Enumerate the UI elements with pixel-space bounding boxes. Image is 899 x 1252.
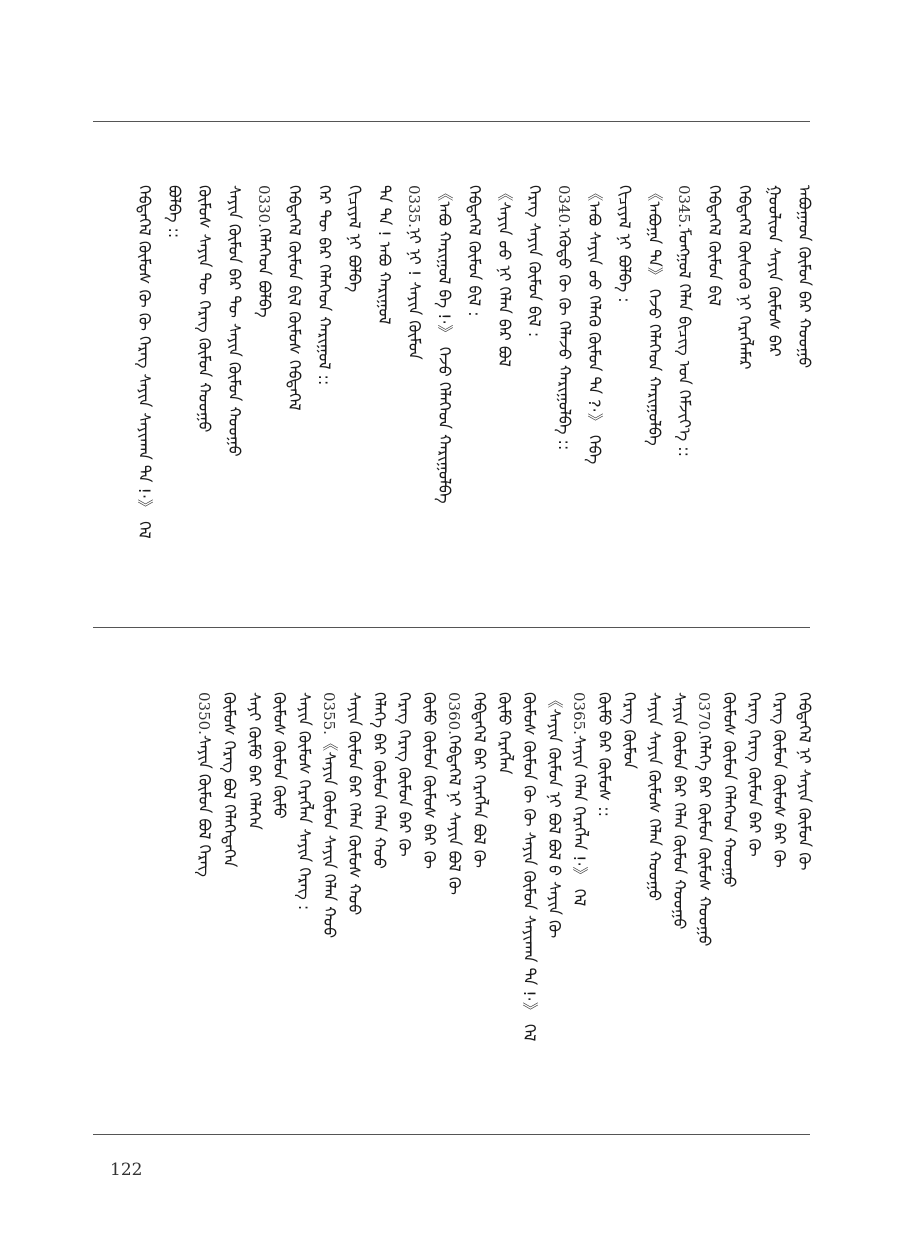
verse-text: ᠬᠡᠪᠲᠡᠭᠡᠯ ᠬᠦᠮᠦᠨ ᠪᠢᠯ ᠬᠦᠮᠦᠰ ᠬᠡᠪᠲᠡᠭᠡᠯ (285, 185, 304, 411)
verse-text: ᠠᠪᠤᠭᠠᠳ ᠬᠦᠮᠦᠨ ᠪᠡᠷ ᠬᠤᠤᠭᠤ (795, 185, 814, 369)
verse-line (665, 692, 693, 929)
verse-text: ᠬᠦᠮᠦᠰ ᠬᠦᠮᠦᠨ ᠬᠦᠮᠦ (270, 692, 289, 819)
verse-line (220, 185, 248, 457)
verse-line (490, 185, 518, 367)
verse-text: ᠬᠡᠪᠲᠡᠭᠡᠯ ᠬᠦᠰᠦᠬᠦ ᠨᠢ ᠬᠡᠷᠡᠭᠯᠡᠮᠡᠷ (735, 185, 754, 370)
verse-line (340, 692, 368, 915)
verse-line (215, 692, 243, 867)
verse-text: ᠪᠣᠯᠪᠠ :: (165, 185, 184, 239)
verse-text: ᠮᠣᠩᠭᠣᠯ ᠬᠡᠯᠡᠨ ᠪᠢᠴᠢᠭ ᠤᠨ ᠬᠡᠮᠵᠢᠶ᠎ᠡ :: (675, 227, 694, 458)
verse-line (565, 692, 593, 906)
line-number: 0355. (320, 692, 338, 735)
verse-text: ᠬᠦᠮᠦ ᠪᠡᠷ ᠬᠦᠮᠦᠰ :: (595, 692, 614, 817)
verse-text: ᠡᠭᠦᠳᠦ ᠬᠦ ᠬᠦ ᠬᠡᠯᠡᠵᠦ ᠬᠠᠷᠢᠭᠤᠯᠪᠠ :: (555, 227, 574, 451)
verse-text: ᠰᠠᠶᠢᠨ ᠬᠦᠮᠦᠨ ᠪᠡᠷ ᠬᠡᠯᠡᠨ ᠬᠦᠮᠦᠨ ᠬᠤᠤᠭᠤ (670, 692, 689, 930)
verse-line (590, 692, 618, 817)
verse-line (240, 692, 268, 830)
verse-line (730, 185, 758, 370)
verse-line (520, 185, 548, 337)
verse-line (130, 185, 158, 539)
line-number: 0335. (405, 185, 423, 228)
verse-line (790, 692, 818, 870)
verse-text: ᠬᠢᠴᠢᠶᠡᠯ ᠨᠢ ᠪᠣᠯᠪᠠ (345, 185, 364, 293)
verse-text: ᠬᠦᠮᠦ ᠬᠦᠮᠦᠨ ᠬᠦᠮᠦᠰ ᠪᠡᠷ ᠬᠦ (420, 692, 439, 869)
verse-line (640, 692, 668, 901)
verse-text: ᠨᠢ ᠨᠢ ! ᠰᠠᠶᠢᠨ ᠬᠦᠮᠦᠨ (405, 227, 424, 360)
verse-text: ᠭᠤᠤᠯᠢᠳ ᠰᠠᠶᠢᠨ ᠬᠦᠮᠦᠰ ᠪᠡᠷ (765, 185, 784, 357)
verse-text: ᠬᠢᠴᠢᠶᠡᠯ ᠨᠢ ᠪᠣᠯᠪᠠ : (615, 185, 634, 303)
verse-text: ᠬᠦᠮᠦ ᠬᠡᠷᠡᠭᠯᠡᠨ (495, 692, 514, 775)
verse-line (370, 185, 398, 325)
line-number: 0350. (195, 692, 213, 735)
verse-line (190, 185, 218, 432)
verse-line (615, 692, 643, 769)
verse-text: ᠬᠦᠮᠦᠰ ᠬᠦᠮᠦᠨ ᠬᠡᠯᠡᠭᠡᠳ ᠬᠤᠤᠭᠤ (720, 692, 739, 888)
verse-line (290, 692, 318, 910)
middle-rule (93, 627, 810, 628)
verse-line (580, 185, 608, 464)
verse-text: ᠬᠡᠷᠡᠭ ᠬᠡᠷᠡᠭ ᠬᠦᠮᠦᠨ ᠪᠡᠷ ᠬᠦ (395, 692, 414, 857)
verse-line (280, 185, 308, 411)
verse-text: ᠭᠡᠷ ᠲᠦ ᠪᠡᠷ ᠬᠡᠯᠡᠭᠡᠳ ᠬᠠᠷᠢᠭᠤᠯ :: (315, 185, 334, 386)
verse-text: ᠰᠠᠶᠢᠨ ᠬᠦᠮᠦᠰ ᠬᠡᠷᠡᠭᠯᠡᠨ ᠰᠠᠶᠢᠨ ᠬᠡᠷᠡᠭ : (295, 692, 314, 911)
verse-text: ᠰᠠᠶᠢᠨ ᠰᠠᠶᠢᠨ ᠬᠦᠮᠦᠰ ᠬᠡᠯᠡᠨ ᠬᠤᠤᠭᠤ (645, 692, 664, 902)
verse-line (760, 185, 788, 357)
page-number: 122 (110, 1160, 143, 1180)
line-number: 0360. (445, 692, 463, 735)
verse-text: ᠰᠠᠶᠢᠨ ᠬᠦᠮᠦᠨ ᠪᠣᠯ ᠬᠡᠷᠡᠭ (195, 734, 214, 877)
verse-text: ᠬᠡᠯᠡᠭᠡᠳ ᠪᠣᠯᠪᠠ (255, 227, 274, 318)
verse-line (415, 692, 443, 869)
line-number: 0340. (555, 185, 573, 228)
verse-line (160, 185, 188, 238)
verse-text: ᠬᠦᠮᠦᠰ ᠰᠠᠶᠢᠨ ᠲᠦ ᠬᠡᠷᠡᠭ ᠬᠦᠮᠦᠨ ᠬᠤᠤᠭᠤ (195, 185, 214, 433)
verse-line (670, 185, 698, 457)
verse-line (540, 692, 568, 938)
verse-line (690, 692, 718, 946)
line-number: 0345. (675, 185, 693, 228)
verse-line (640, 185, 668, 446)
verse-text: ᠬᠦᠮᠦᠰ ᠬᠡᠷᠡᠭ ᠪᠣᠯ ᠬᠡᠯᠡᠭᠡᠳᠡᠭᠡᠨ (220, 692, 239, 868)
verse-line (440, 692, 468, 895)
verse-text: ᠰᠠᠶᠢᠨ ᠬᠦᠮᠦᠨ ᠪᠡᠷ ᠲᠦ ᠰᠠᠶᠢᠨ ᠬᠦᠮᠦᠨ ᠬᠤᠤᠭᠤ (225, 185, 244, 457)
verse-text: ᠬᠡᠪᠲᠡᠭᠡᠯ ᠪᠡᠷ ᠬᠡᠷᠡᠭᠯᠡᠨ ᠪᠣᠯ ᠬᠦ (470, 692, 489, 868)
verse-line (465, 692, 493, 868)
verse-line (265, 692, 293, 819)
verse-line (310, 185, 338, 385)
verse-text: ᠰᠠᠶᠢᠨ ᠬᠡᠯᠡᠨ ᠬᠡᠷᠡᠭᠯᠡᠨ !·》 ᠭᠡᠯ (570, 734, 589, 907)
verse-text: 《ᠰᠠᠶᠢᠨ ᠬᠦᠮᠦᠨ ᠨᠢ ᠪᠣᠯ ᠪᠣᠯ ᠪ ᠰᠠᠶᠢᠨ ᠬᠦ (545, 692, 564, 939)
verse-line (250, 185, 278, 318)
verse-block-top (93, 185, 814, 620)
verse-text: 《ᠰᠠᠶᠢᠨ ᠬᠦᠮᠦᠨ ᠰᠠᠶᠢᠨ ᠬᠡᠯᠡᠨ ᠬᠤᠤ (320, 734, 339, 939)
verse-text: ᠬᠡᠪᠲᠡᠭᠡᠯ ᠬᠦᠮᠦᠨ ᠪᠢᠯ (705, 185, 724, 307)
verse-text: ᠬᠡᠷᠡᠭ ᠬᠡᠷᠡᠭ ᠬᠦᠮᠦᠨ ᠪᠡᠷ ᠬᠦ (745, 692, 764, 857)
verse-text: ᠲᠠ ᠲᠠ ! ᠠᠪᠤ ᠬᠠᠷᠢᠭᠤᠯ (375, 185, 394, 325)
verse-block-bottom (93, 692, 814, 1122)
verse-line (315, 692, 343, 938)
verse-text: 《ᠠᠪᠤᠭᠠ ᠲᠠ》 ᠭᠡᠵᠦ ᠬᠡᠯᠡᠭᠡᠳ ᠬᠠᠷᠢᠭᠤᠯᠪᠠ (645, 185, 664, 446)
verse-line (550, 185, 578, 450)
verse-line (400, 185, 428, 360)
verse-text: ᠬᠡᠷᠡᠭ ᠬᠦᠮᠦᠨ (620, 692, 639, 769)
verse-text: 《ᠠᠪᠤ ᠬᠠᠷᠢᠭᠤᠯ ᠪᠠ !·》 ᠭᠡᠵᠦ ᠬᠡᠯᠡᠭᠡᠳ ᠬᠠᠷᠢᠭᠤᠯᠪᠠ (435, 185, 454, 504)
verse-text: ᠬᠡᠷᠡᠭ ᠰᠠᠶᠢᠨ ᠬᠦᠮᠦᠨ ᠪᠢᠯ : (525, 185, 544, 338)
verse-line (430, 185, 458, 504)
verse-line (790, 185, 818, 368)
verse-text: ᠰᠠᠶᠢ ᠬᠦᠮᠦ ᠪᠡᠷ ᠬᠡᠯᠡᠭᠡᠨ (245, 692, 264, 830)
verse-text: ᠬᠦᠮᠦᠰ ᠬᠦᠮᠦᠨ ᠬᠦ ᠬᠦ ᠰᠠᠶᠢᠨ ᠬᠦᠮᠦᠨ ᠰᠠᠶᠢᠬᠠᠨ ᠲᠠ !·》 ᠭᠡᠯ (520, 692, 539, 1042)
verse-text: ᠬᠡᠷᠡᠭ ᠬᠦᠮᠦᠨ ᠬᠦᠮᠦᠰ ᠪᠡᠷ ᠬᠦ (770, 692, 789, 868)
bottom-rule (93, 1134, 810, 1135)
verse-line (715, 692, 743, 888)
verse-text: ᠬᠡᠪᠲᠡᠭᠡᠯ ᠬᠦᠮᠦᠨ ᠪᠢᠯ : (465, 185, 484, 317)
verse-text: ᠬᠡᠯᠡᠭᠡ ᠪᠡᠷ ᠬᠦᠮᠦᠨ ᠬᠡᠯᠡᠨ ᠬᠤᠤ (370, 692, 389, 869)
verse-line (610, 185, 638, 303)
verse-line (515, 692, 543, 1041)
verse-text: 《ᠰᠠᠶᠢᠨ ᠤᠤ ᠨᠢ ᠬᠡᠯᠡᠨ ᠪᠡᠷ ᠪᠣᠯ (495, 185, 514, 367)
verse-line (390, 692, 418, 857)
verse-text: ᠬᠡᠪᠲᠡᠭᠡᠯ ᠨᠢ ᠰᠠᠶᠢᠨ ᠬᠦᠮᠦᠨ ᠬᠦ (795, 692, 814, 871)
line-number: 0330. (255, 185, 273, 228)
verse-text: ᠰᠠᠶᠢᠨ ᠬᠦᠮᠦᠨ ᠪᠡᠷ ᠬᠡᠯᠡᠨ ᠬᠦᠮᠦᠰ ᠬᠤᠤ (345, 692, 364, 916)
verse-line (340, 185, 368, 292)
verse-line (765, 692, 793, 868)
verse-text: ᠬᠡᠪᠲᠡᠭᠡᠯ ᠬᠦᠮᠦᠰ ᠬᠦ ᠬᠦ ᠬᠡᠷᠡᠭ ᠰᠠᠶᠢᠨ ᠰᠠᠶᠢᠬᠠᠨ ᠲᠠ !·》 ᠭᠡᠯ (135, 185, 154, 539)
verse-text: 《ᠠᠪᠤ ᠰᠠᠶᠢᠨ ᠤᠤ ᠬᠡᠯᠡᠬᠦ ᠬᠦᠮᠦᠨ ᠲᠠ ?·》 ᠭᠡᠪᠡ (585, 185, 604, 465)
verse-line (365, 692, 393, 869)
verse-line (700, 185, 728, 306)
top-rule (93, 121, 810, 122)
verse-text: ᠬᠡᠯᠡᠭᠡ ᠪᠡᠷ ᠬᠦᠮᠦᠨ ᠬᠦᠮᠦᠰ ᠬᠤᠤᠭᠤ (695, 734, 714, 947)
line-number: 0370. (695, 692, 713, 735)
verse-line (740, 692, 768, 857)
line-number: 0365. (570, 692, 588, 735)
verse-line (190, 692, 218, 877)
verse-text: ᠬᠡᠪᠲᠡᠭᠡᠯ ᠨᠢ ᠰᠠᠶᠢᠨ ᠪᠣᠯ ᠬᠦ (445, 734, 464, 895)
verse-line (490, 692, 518, 774)
verse-line (460, 185, 488, 317)
